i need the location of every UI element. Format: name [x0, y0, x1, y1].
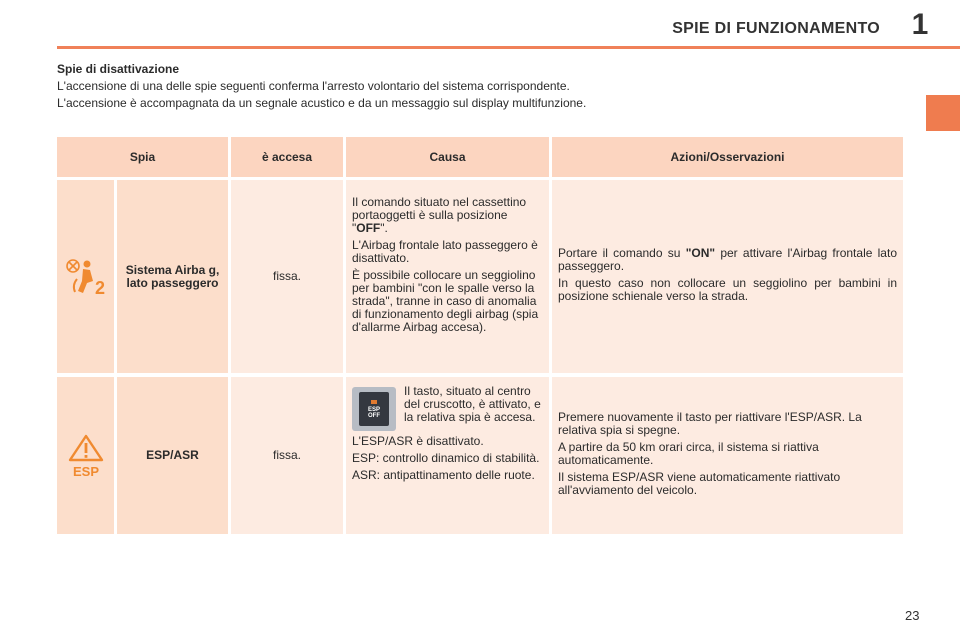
switch-led-indicator [371, 400, 377, 404]
chapter-number: 1 [911, 8, 929, 41]
table-row-esp-icon-cell [57, 377, 114, 534]
airbag-cause-text: Il comando situato nel cassettino portaoggetti è sulla posizione " [352, 195, 527, 235]
esp-action-p2: A partire da 50 km orari circa, il sistema si riattiva automaticamente. [558, 439, 819, 467]
airbag-action-p1 [558, 247, 897, 273]
section-heading: Spie di disattivazione [57, 62, 180, 76]
esp-warning-icon [66, 434, 106, 478]
esp-off-switch-face [359, 392, 389, 426]
table-row-airbag-icon-cell [57, 180, 114, 373]
esp-cause-p2: L'ESP/ASR è disattivato. [352, 434, 484, 448]
chapter-tab-marker [926, 95, 960, 131]
intro-line-2: L'accensione è accompagnata da un segnale acustico e da un messaggio sul display multifunzione. [57, 96, 587, 110]
page-title: SPIE DI FUNZIONAMENTO [672, 20, 880, 37]
table-header-azioni: Azioni/Osservazioni [552, 137, 903, 177]
esp-cause-p4: ASR: antipattinamento delle ruote. [352, 468, 535, 482]
esp-icon-label: ESP [72, 463, 99, 478]
table-row-esp-cause [346, 377, 549, 534]
switch-esp-label: ESP [367, 406, 380, 413]
esp-action-p3: Il sistema ESP/ASR viene automaticamente riattivato all'avviamento del veicolo. [558, 469, 841, 497]
table-header-spia: Spia [57, 137, 228, 177]
table-header-causa: Causa [346, 137, 549, 177]
esp-cause-p3: ESP: controllo dinamico di stabilità. [352, 451, 540, 465]
table-row-airbag-cause [346, 180, 549, 373]
airbag-cause-p1 [352, 196, 543, 235]
table-row-airbag-name: Sistema Airba g, lato passeggero [117, 180, 228, 373]
airbag-off-icon [63, 257, 109, 297]
table-row-esp-state: fissa. [231, 377, 343, 534]
table-row-airbag-actions [552, 180, 903, 373]
table-header-accesa: è accesa [231, 137, 343, 177]
airbag-action-text: Portare il comando su [558, 245, 686, 260]
airbag-cause-text-end: ". [380, 221, 388, 235]
airbag-cause-p3: È possibile collocare un seggiolino per bambini "con le spalle verso la strada", tranne in caso di anomalia di funzionamento degli airbag (spia d'allarme Airbag accesa). [352, 268, 539, 334]
table-row-esp-name: ESP/ASR [117, 377, 228, 534]
esp-cause-p1: Il tasto, situato al centro del cruscotto, è attivato, e la relativa spia è accesa. [404, 384, 541, 424]
airbag-on-keyword: "ON" [685, 245, 716, 260]
table-row-esp-actions [552, 377, 903, 534]
intro-line-1: L'accensione di una delle spie seguenti conferma l'arresto volontario del sistema corrispondente. [57, 79, 570, 93]
esp-action-p1: Premere nuovamente il tasto per riattivare l'ESP/ASR. La relativa spia si spegne. [558, 409, 862, 437]
header-divider [57, 46, 960, 49]
airbag-action-p2: In questo caso non collocare un seggiolino per bambini in posizione schienale verso la strada. [558, 275, 897, 303]
page-number: 23 [905, 608, 920, 623]
table-row-airbag-state: fissa. [231, 180, 343, 373]
switch-off-label: OFF [368, 412, 380, 419]
airbag-cause-p2: L'Airbag frontale lato passeggero è disattivato. [352, 238, 538, 265]
svg-text:2: 2 [94, 277, 105, 297]
airbag-off-keyword: OFF [356, 221, 381, 235]
esp-off-switch-image [352, 387, 396, 431]
airbag-action-text-end: per attivare l'Airbag frontale lato passeggero. [558, 245, 897, 273]
